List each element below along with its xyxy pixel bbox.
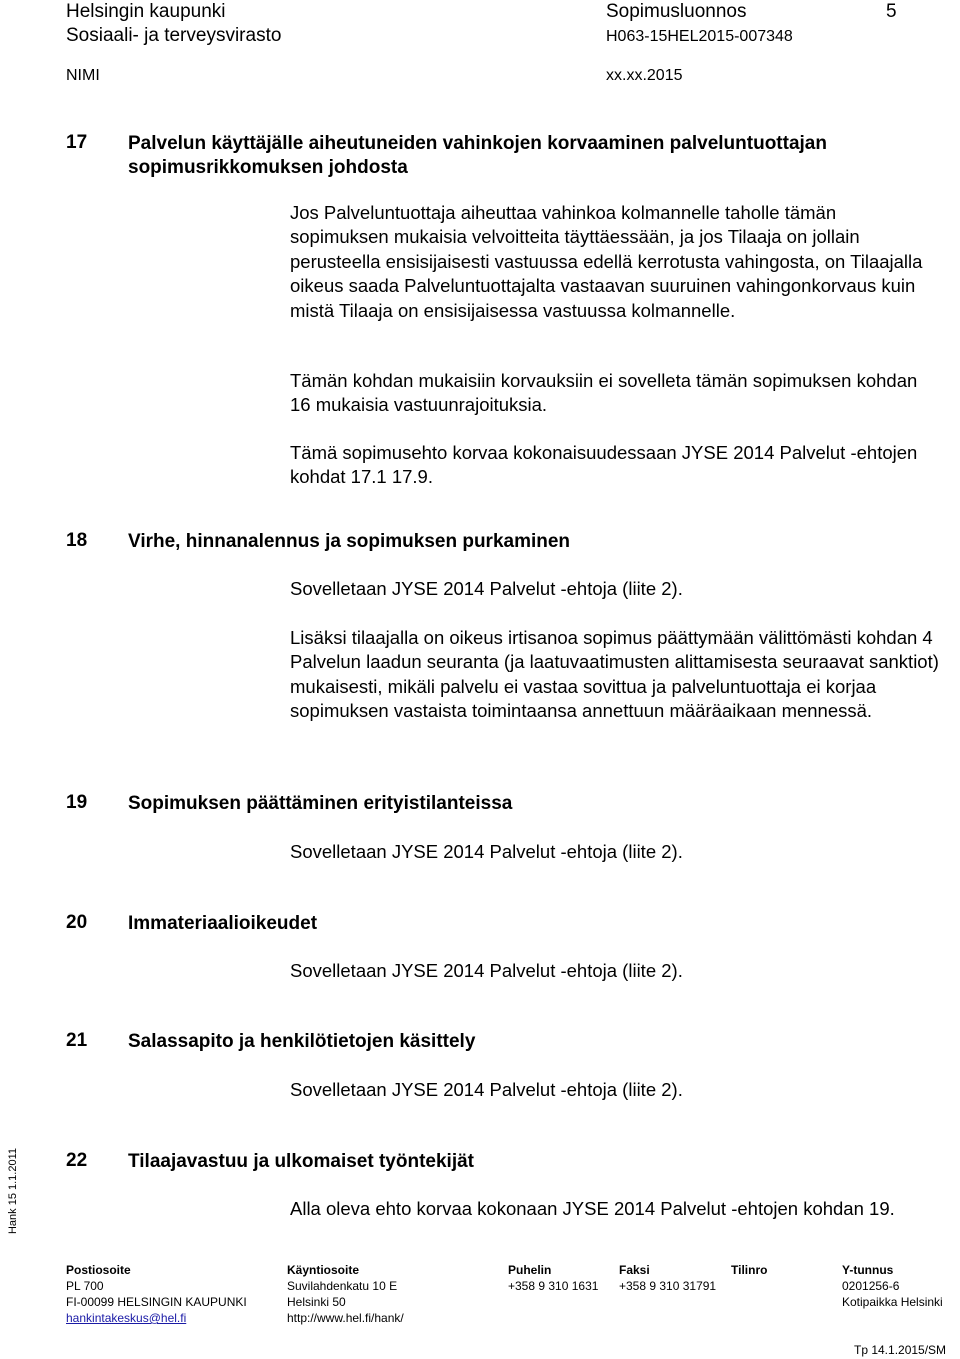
footer-template-code: Tp 14.1.2015/SM (854, 1343, 947, 1357)
footer-tilinro-label: Tilinro (731, 1263, 768, 1277)
section-title: Virhe, hinnanalennus ja sopimuksen purkaminen (128, 531, 571, 552)
section-number: 17 (66, 132, 88, 153)
footer-website: http://www.hel.fi/hank/ (287, 1311, 404, 1325)
section-title: Tilaajavastuu ja ulkomaiset työntekijät (128, 1151, 474, 1172)
footer-email-link[interactable]: hankintakeskus@hel.fi (66, 1311, 187, 1325)
section-paragraph: Tämä sopimusehto korvaa kokonaisuudessaan JYSE 2014 Palvelut -ehtojen kohdat 17.1 17.9. (290, 442, 918, 488)
footer-postiosoite-line: PL 700 (66, 1279, 104, 1293)
section-title: Palvelun käyttäjälle aiheutuneiden vahinkojen korvaaminen palveluntuottajan sopimusrikkomuksen johdosta (128, 133, 827, 178)
footer-faksi-value: +358 9 310 31791 (619, 1279, 717, 1293)
footer-kayntiosoite-label: Käyntiosoite (287, 1263, 360, 1277)
section-paragraph: Lisäksi tilaajalla on oikeus irtisanoa sopimus päättymään välittömästi kohdan 4 Palvelun laadun seuranta (ja laatuvaatimusten alittamisesta seuraavat sanktiot) mukaisesti, mikäli palvelu ei vastaa sovittua ja palveluntuottaja ei korjaa sopimuksen vastaista toimintaansa annettuun määräaikaan mennessä. (290, 627, 939, 722)
footer-postiosoite-line: FI-00099 HELSINGIN KAUPUNKI (66, 1295, 247, 1309)
section-paragraph: Sovelletaan JYSE 2014 Palvelut -ehtoja (liite 2). (290, 1079, 683, 1100)
footer-faksi-label: Faksi (619, 1263, 650, 1277)
section-paragraph: Tämän kohdan mukaisiin korvauksiin ei sovelleta tämän sopimuksen kohdan 16 mukaisia vastuunrajoituksia. (290, 370, 918, 416)
page-number: 5 (886, 1, 897, 22)
document-type: Sopimusluonnos (606, 1, 747, 22)
section-paragraph: Alla oleva ehto korvaa kokonaan JYSE 2014 Palvelut -ehtojen kohdan 19. (290, 1198, 895, 1219)
footer-kayntiosoite-line: Suvilahdenkatu 10 E (287, 1279, 398, 1293)
footer-puhelin-value: +358 9 310 1631 (508, 1279, 599, 1293)
section-number: 19 (66, 792, 88, 813)
org-department: Sosiaali- ja terveysvirasto (66, 25, 282, 46)
footer-ytunnus-label: Y-tunnus (842, 1263, 894, 1277)
footer-puhelin-label: Puhelin (508, 1263, 552, 1277)
section-number: 18 (66, 530, 88, 551)
side-note: Hank 15 1.1.2011 (7, 1147, 19, 1235)
footer-ytunnus-line: 0201256-6 (842, 1279, 900, 1293)
section-title: Salassapito ja henkilötietojen käsittely (128, 1031, 476, 1052)
org-name: Helsingin kaupunki (66, 1, 226, 22)
section-title: Sopimuksen päättäminen erityistilanteissa (128, 793, 513, 814)
section-number: 20 (66, 912, 88, 933)
section-title: Immateriaalioikeudet (128, 913, 318, 934)
section-paragraph: Sovelletaan JYSE 2014 Palvelut -ehtoja (liite 2). (290, 960, 683, 981)
document-date: xx.xx.2015 (606, 67, 683, 84)
section-number: 22 (66, 1150, 88, 1171)
section-number: 21 (66, 1030, 88, 1051)
section-paragraph: Sovelletaan JYSE 2014 Palvelut -ehtoja (liite 2). (290, 841, 683, 862)
footer-kayntiosoite-line: Helsinki 50 (287, 1295, 346, 1309)
section-paragraph: Jos Palveluntuottaja aiheuttaa vahinkoa kolmannelle taholle tämän sopimuksen mukaisia velvoitteita täyttäessään, ja jos Tilaaja on jollain perusteella ensisijaisesti vastuussa edellä kerrotusta vahingosta, on Tilaajalla oikeus saada Palveluntuottajalta vastaavan suuruinen vahingonkorvaus kuin mistä Tilaaja on ensisijaisessa vastuussa kolmannelle. (290, 202, 923, 321)
footer-postiosoite-label: Postiosoite (66, 1263, 131, 1277)
document-id: H063-15HEL2015-007348 (606, 28, 793, 45)
name-label: NIMI (66, 67, 100, 84)
section-paragraph: Sovelletaan JYSE 2014 Palvelut -ehtoja (liite 2). (290, 578, 683, 599)
footer-ytunnus-line: Kotipaikka Helsinki (842, 1295, 943, 1309)
